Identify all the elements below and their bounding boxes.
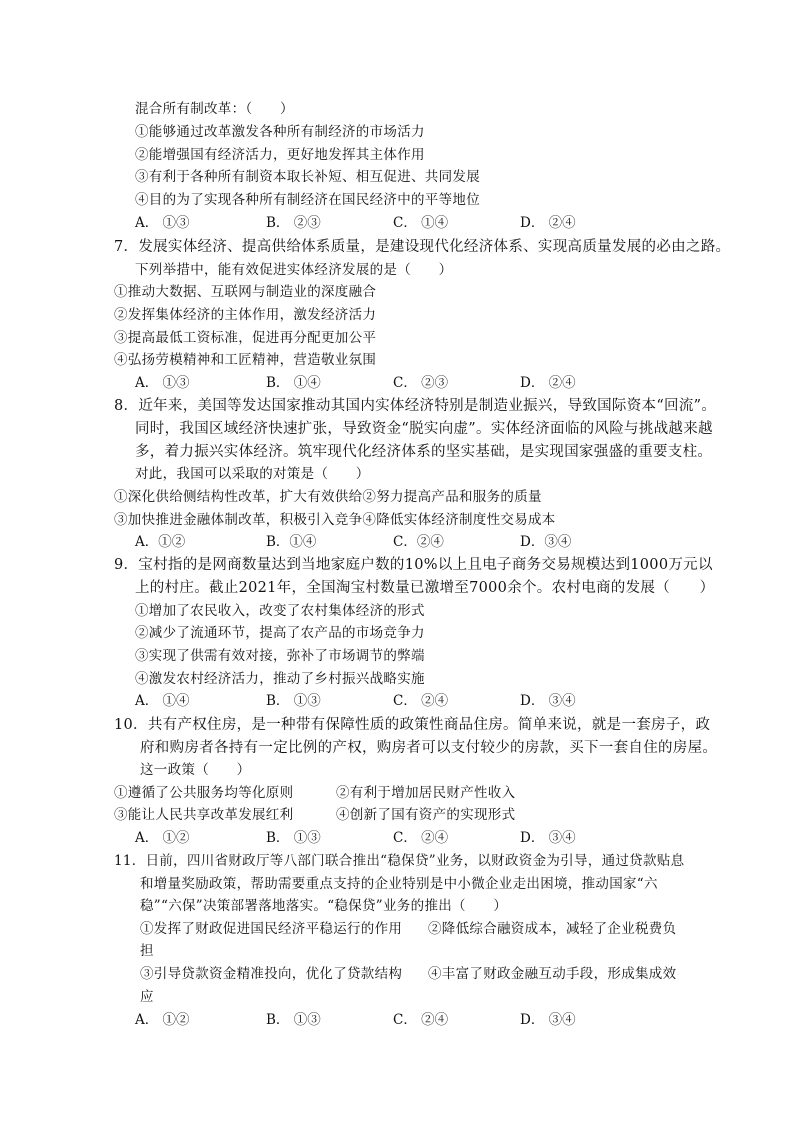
choice-item: ①发挥了财政促进国民经济平稳运行的作用 [140, 921, 403, 937]
question-7-stem: 7．发展实体经济、提高供给体系质量，是建设现代化经济体系、实现高质量发展的必由之路。 [114, 239, 731, 255]
choice-item: ①能够通过改革激发各种所有制经济的市场活力 [135, 124, 425, 140]
option-c: C． ②④ [393, 1012, 449, 1028]
question-10-stem-cont: 这一政策（ ） [140, 762, 251, 778]
choice-item: ①推动大数据、互联网与制造业的深度融合 [114, 284, 377, 300]
option-b: B． ①④ [266, 375, 321, 391]
choice-item: ④创新了国有资产的实现形式 [336, 807, 516, 823]
question-8-stem: 8．近年来，美国等发达国家推动其国内实体经济特别是制造业振兴，导致国际资本“回流”。 [114, 398, 717, 414]
choice-item: ④弘扬劳模精神和工匠精神，营造敬业氛围 [114, 352, 377, 368]
option-a: A． ①④ [135, 693, 190, 709]
option-d: D． ③④ [520, 830, 576, 846]
option-b: B． ①③ [266, 1012, 321, 1028]
option-a: A． ①② [135, 830, 190, 846]
question-8-stem-cont: 同时，我国区域经济快速扩张，导致资金“脱实向虚”。实体经济面临的风险与挑战越来越 [135, 421, 713, 437]
option-c: C． ①④ [393, 215, 449, 231]
option-b: B． ②③ [266, 215, 321, 231]
question-8-stem-cont: 多，着力振兴实体经济。筑牢现代化经济体系的坚实基础，是实现国家强盛的重要支柱。 [135, 444, 713, 460]
option-c: C．②④ [393, 534, 444, 550]
choice-item: ③引导贷款资金精准投向，优化了贷款结构 [140, 966, 403, 982]
option-d: D． ②④ [520, 215, 576, 231]
question-10-stem-cont: 府和购房者各持有一定比例的产权，购房者可以支付较少的房款，买下一套自住的房屋。 [140, 740, 718, 756]
option-b: B．①④ [266, 534, 317, 550]
choice-item: ①增加了农民收入，改变了农村集体经济的形式 [135, 603, 425, 619]
question-7-stem-cont: 下列举措中，能有效促进实体经济发展的是（ ） [135, 262, 453, 278]
choice-item: ②减少了流通环节，提高了农产品的市场竞争力 [135, 625, 425, 641]
option-d: D．③④ [520, 534, 572, 550]
option-d: D． ③④ [520, 693, 576, 709]
choice-item: ②发挥集体经济的主体作用，激发经济活力 [114, 307, 377, 323]
question-9-stem-cont: 上的村庄。截止2021年，全国淘宝村数量已激增至7000余个。农村电商的发展（ ） [135, 580, 715, 596]
option-a: A．①② [135, 534, 186, 550]
option-b: B． ①③ [266, 830, 321, 846]
option-d: D． ②④ [520, 375, 576, 391]
question-9-stem: 9．宝村指的是网商数量达到当地家庭户数的10%以上且电子商务交易规模达到1000万元以 [114, 557, 713, 573]
question-8-stem-cont: 对此，我国可以采取的对策是（ ） [135, 466, 370, 482]
option-a: A． ①② [135, 1012, 190, 1028]
option-b: B． ①③ [266, 693, 321, 709]
choice-item: ④目的为了实现各种所有制经济在国民经济中的平等地位 [135, 192, 480, 208]
option-a: A． ①③ [135, 215, 190, 231]
choice-item: ③提高最低工资标准，促进再分配更加公平 [114, 330, 377, 346]
question-11-stem: 11．日前，四川省财政厅等八部门联合推出“稳保贷”业务，以财政资金为引导，通过贷款贴息 [114, 853, 685, 869]
choice-item: ①深化供给侧结构性改革，扩大有效供给②努力提高产品和服务的质量 [114, 489, 542, 505]
choice-item: ②能增强国有经济活力，更好地发挥其主体作用 [135, 147, 425, 163]
choice-item: ②有利于增加居民财产性收入 [336, 785, 516, 801]
choice-item: ④激发农村经济活力，推动了乡村振兴战略实施 [135, 671, 425, 687]
choice-item: ①遵循了公共服务均等化原则 [114, 785, 294, 801]
choice-item: ④丰富了财政金融互动手段，形成集成效 [428, 966, 677, 982]
option-a: A． ①③ [135, 375, 190, 391]
choice-item: ③实现了供需有效对接，弥补了市场调节的弊端 [135, 648, 425, 664]
option-d: D． ③④ [520, 1012, 576, 1028]
choice-item: ③加快推进金融体制改革，积极引入竞争④降低实体经济制度性交易成本 [114, 512, 556, 528]
option-c: C． ②③ [393, 375, 449, 391]
question-11-stem-cont: 和增量奖励政策，帮助需要重点支持的企业特别是中小微企业走出困境，推动国家“六 [140, 876, 658, 892]
choice-item-cont: 担 [140, 943, 154, 959]
choice-item: ③能让人民共享改革发展红利 [114, 807, 294, 823]
question-stem: 混合所有制改革：（ ） [135, 101, 294, 117]
option-c: C． ②④ [393, 830, 449, 846]
option-c: C． ②④ [393, 693, 449, 709]
question-11-stem-cont: 稳”“六保”决策部署落地落实。“稳保贷”业务的推出（ ） [140, 898, 508, 914]
choice-item-cont: 应 [140, 989, 154, 1005]
choice-item: ③有利于各种所有制资本取长补短、相互促进、共同发展 [135, 169, 480, 185]
question-10-stem: 10．共有产权住房，是一种带有保障性质的政策性商品住房。简单来说，就是一套房子，政 [114, 717, 711, 733]
choice-item: ②降低综合融资成本，减轻了企业税费负 [428, 921, 677, 937]
